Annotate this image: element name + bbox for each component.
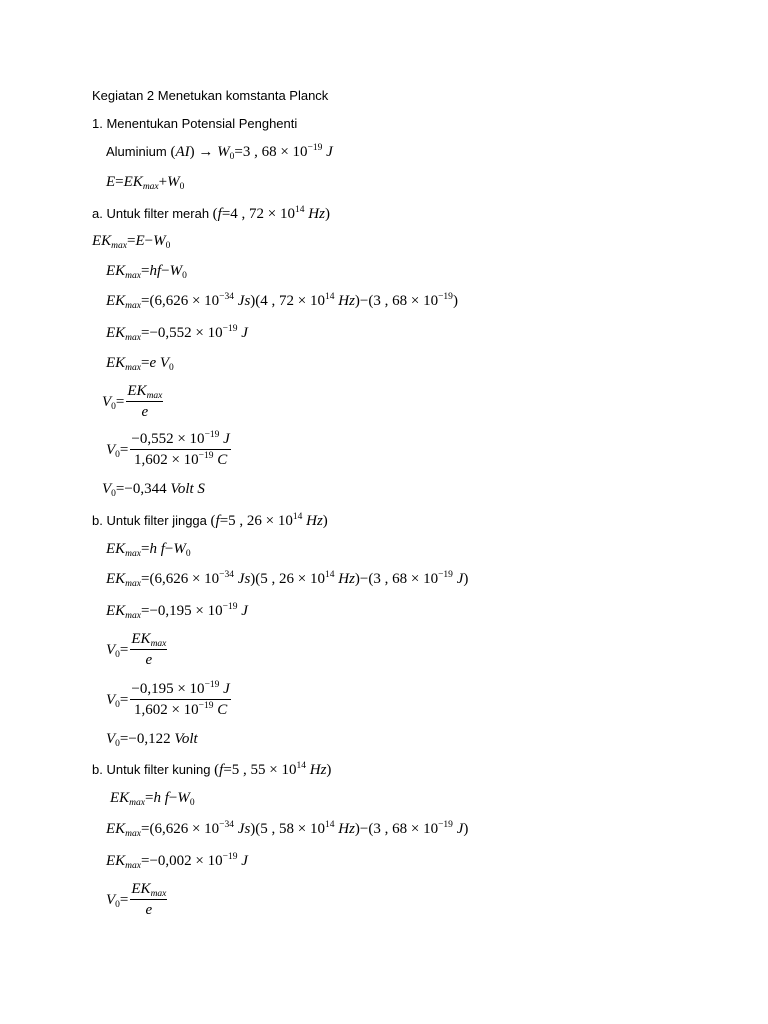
part-a-label: a. Untuk filter merah — [92, 206, 210, 221]
equation-b4: $V_0=$ $\frac{EK_{max}}{e}$ — [106, 631, 167, 668]
equation-a7: $V_0=$ $\frac{-0,552 \times 10^{-19} J}{1,602 \times 10^{-19} C}$ — [106, 430, 230, 468]
equation-a2: $EK_{max}=hf-W_0$ — [106, 263, 187, 281]
equation-b6: $V_0=-0,122$ Volt — [106, 731, 198, 749]
equation-c2: $EK_{max}=(6,626 \times 10^{-34}$ Js)(5 , $58 \times 10^{14}$ Hz)−(3 , $68 \times 10^{-19}$ J) — [106, 820, 469, 839]
document-title: Kegiatan 2 Menetukan komstanta Planck — [92, 88, 329, 103]
part-c-label: b. Untuk filter kuning — [92, 762, 211, 777]
equation-a4: $EK_{max}=-0,552 \times 10^{-19}$ J — [106, 324, 248, 343]
equation-a8: $V_0=-0,344$ Volt S — [102, 481, 205, 499]
part-b-heading: b. Untuk filter jingga (f=5 , $26 \times 10^{14}$ Hz) — [92, 512, 328, 529]
equation-b2: $EK_{max}=(6,626 \times 10^{-34}$ Js)(5 , $26 \times 10^{14}$ Hz)−(3 , $68 \times 10^{-19}$ J) — [106, 570, 469, 589]
work-function-equation: Aluminium $(AI) \to W_0=3$ , $68 \times 10^{-19}$ J — [106, 143, 333, 162]
equation-a1: $EK_{max}=E-W_0$ — [92, 233, 171, 251]
section-heading: 1. Menentukan Potensial Penghenti — [92, 116, 298, 131]
equation-b1: $EK_{max}=h$ $f-W_0$ — [106, 541, 191, 559]
equation-b5: $V_0=$ $\frac{-0,195 \times 10^{-19} J}{1,602 \times 10^{-19} C}$ — [106, 680, 230, 718]
aluminium-label: Aluminium — [106, 144, 167, 159]
equation-a6: $V_0=$ $\frac{EK_{max}}{e}$ — [102, 383, 163, 420]
equation-b3: $EK_{max}=-0,195 \times 10^{-19}$ J — [106, 602, 248, 621]
part-c-heading: b. Untuk filter kuning (f=5 , $55 \times 10^{14}$ Hz) — [92, 761, 332, 778]
equation-a3: $EK_{max}=(6,626 \times 10^{-34}$ Js)(4 , $72 \times 10^{14}$ Hz)−(3 , $68 \times 10^{-19}$) — [106, 292, 458, 311]
part-b-label: b. Untuk filter jingga — [92, 513, 207, 528]
part-a-heading: a. Untuk filter merah (f=4 , $72 \times 10^{14}$ Hz) — [92, 205, 330, 222]
equation-c1: $EK_{max}=h$ $f-W_0$ — [110, 790, 195, 808]
equation-a5: $EK_{max}=e$ $V_0$ — [106, 355, 174, 373]
equation-c3: $EK_{max}=-0,002 \times 10^{-19}$ J — [106, 852, 248, 871]
equation-c4: $V_0=$ $\frac{EK_{max}}{e}$ — [106, 881, 167, 918]
energy-equation: $E=EK_{max}+W_0$ — [106, 174, 185, 192]
